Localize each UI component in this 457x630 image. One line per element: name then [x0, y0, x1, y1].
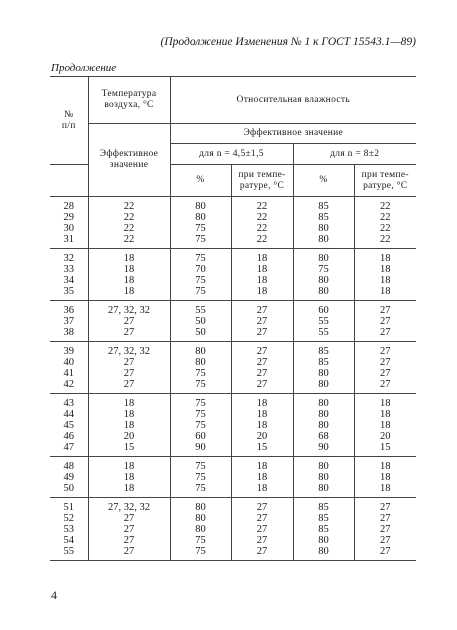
table-cell: 22 [231, 197, 293, 213]
col-temperature-header: Температура воздуха, °С [88, 77, 170, 124]
table-cell: 22 [88, 197, 170, 213]
table-cell: 18 [231, 457, 293, 473]
table-cell: 18 [231, 286, 293, 301]
table-cell: 80 [293, 535, 354, 546]
table-cell: 27 [88, 546, 170, 561]
table-cell: 18 [354, 483, 416, 498]
table-cell: 80 [293, 457, 354, 473]
table-cell: 53 [63, 524, 74, 535]
table-cell: 18 [88, 457, 170, 473]
table-cell: 18 [88, 275, 170, 286]
table-row [50, 442, 416, 457]
table-cell: 36 [63, 305, 74, 316]
table-row [50, 264, 416, 275]
table-row [50, 524, 416, 535]
table-cell: 46 [63, 431, 74, 442]
table-cell: 75 [170, 420, 231, 431]
table-cell: 75 [170, 286, 231, 301]
table-row [50, 316, 416, 327]
table-cell: 75 [170, 457, 231, 473]
table-row [50, 472, 416, 483]
table-cell: 22 [231, 234, 293, 249]
table-cell: 80 [170, 212, 231, 223]
table-cell: 18 [88, 409, 170, 420]
table-cell: 30 [63, 223, 74, 234]
table-cell: 28 [63, 201, 74, 212]
table-cell: 85 [293, 524, 354, 535]
table-cell: 75 [170, 249, 231, 265]
table-row [50, 394, 416, 410]
table-cell: 75 [293, 264, 354, 275]
table-row [50, 301, 416, 317]
table-cell: 48 [63, 461, 74, 472]
table-cell: 90 [293, 442, 354, 457]
table-cell: 80 [170, 524, 231, 535]
table-cell: 55 [50, 546, 88, 561]
table-cell: 27 [354, 301, 416, 317]
table-cell: 27 [231, 535, 293, 546]
table-cell: 80 [293, 420, 354, 431]
table-cell: 27 [354, 316, 416, 327]
table-row [50, 368, 416, 379]
table-cell: 42 [50, 379, 88, 394]
table-cell: 18 [88, 264, 170, 275]
table-cell: 22 [88, 223, 170, 234]
table-cell: 27 [231, 301, 293, 317]
table-cell: 27 [231, 327, 293, 342]
table-cell: 80 [293, 472, 354, 483]
table-cell: 54 [63, 535, 74, 546]
table-cell: 22 [88, 212, 170, 223]
table-cell: 85 [293, 212, 354, 223]
table-cell: 80 [293, 223, 354, 234]
table-cell: 45 [63, 420, 74, 431]
table-cell: 80 [293, 379, 354, 394]
table-cell: 80 [170, 197, 231, 213]
table-cell: 18 [231, 409, 293, 420]
table-cell: 80 [293, 275, 354, 286]
table-cell: 52 [63, 513, 74, 524]
table-cell: 27 [354, 513, 416, 524]
table-cell: 27 [231, 316, 293, 327]
table-cell: 18 [231, 264, 293, 275]
table-cell: 18 [88, 249, 170, 265]
table-cell: 18 [88, 483, 170, 498]
table-cell: 18 [231, 420, 293, 431]
col-pct1-header: % [170, 165, 231, 197]
table-cell: 75 [170, 409, 231, 420]
table-cell: 80 [293, 249, 354, 265]
table-cell: 80 [293, 483, 354, 498]
table-cell: 20 [88, 431, 170, 442]
table-row [50, 431, 416, 442]
table-cell: 47 [50, 442, 88, 457]
table-cell: 27 [354, 546, 416, 561]
table-cell: 27, 32, 32 [88, 498, 170, 514]
table-cell: 39 [63, 346, 74, 357]
table-cell: 34 [63, 275, 74, 286]
table-cell: 27 [231, 498, 293, 514]
table-cell: 27 [354, 327, 416, 342]
table-row [50, 420, 416, 431]
table-cell: 27 [231, 524, 293, 535]
table-cell: 27 [231, 379, 293, 394]
table-cell: 27, 32, 32 [88, 301, 170, 317]
table-row [50, 234, 416, 249]
col-n2-header: для n = 8±2 [293, 144, 416, 165]
table-row [50, 286, 416, 301]
table-cell: 80 [293, 368, 354, 379]
table-cell: 80 [293, 394, 354, 410]
continuation-label: Продолжение [51, 62, 117, 74]
table-cell: 90 [170, 442, 231, 457]
table-row [50, 357, 416, 368]
table-cell: 80 [170, 513, 231, 524]
table-cell: 18 [88, 420, 170, 431]
table-cell: 60 [293, 301, 354, 317]
table-cell: 27 [354, 357, 416, 368]
table-cell: 27 [88, 513, 170, 524]
table-cell: 75 [170, 368, 231, 379]
table-cell: 22 [231, 212, 293, 223]
table-row [50, 546, 416, 561]
table-cell: 43 [63, 398, 74, 409]
table-cell: 55 [293, 327, 354, 342]
table-cell: 18 [354, 472, 416, 483]
table-cell: 85 [293, 498, 354, 514]
table-cell: 20 [231, 431, 293, 442]
table-cell: 18 [231, 249, 293, 265]
table-row [50, 498, 416, 514]
table-cell: 18 [231, 483, 293, 498]
table-cell: 15 [88, 442, 170, 457]
table-cell: 50 [170, 316, 231, 327]
table-cell: 18 [88, 286, 170, 301]
document-header: (Продолжение Изменения № 1 к ГОСТ 15543.1—89) [160, 36, 416, 48]
table-cell: 18 [88, 472, 170, 483]
table-cell: 27 [231, 546, 293, 561]
table-cell: 27 [88, 524, 170, 535]
table-cell: 75 [170, 472, 231, 483]
table-cell: 80 [170, 357, 231, 368]
table-cell: 22 [354, 234, 416, 249]
table-cell: 27, 32, 32 [88, 342, 170, 358]
table-cell: 27 [231, 342, 293, 358]
table-cell: 80 [170, 498, 231, 514]
table-cell: 37 [63, 316, 74, 327]
table-cell: 18 [354, 409, 416, 420]
table-cell: 27 [231, 368, 293, 379]
table-cell: 22 [88, 234, 170, 249]
table-cell: 27 [231, 357, 293, 368]
table-row [50, 409, 416, 420]
col-effective-humidity-header: Эффективное значение [170, 124, 416, 144]
table-cell: 18 [354, 457, 416, 473]
table-cell: 80 [170, 342, 231, 358]
table-row [50, 342, 416, 358]
table-cell: 35 [50, 286, 88, 301]
table-cell: 55 [293, 316, 354, 327]
table-header [50, 77, 416, 197]
table-cell: 85 [293, 513, 354, 524]
table-row [50, 249, 416, 265]
table-row [50, 513, 416, 524]
col-effective-value-header: Эффективное значение [88, 124, 170, 197]
table-cell: 27 [88, 379, 170, 394]
table-cell: 18 [88, 394, 170, 410]
table-cell: 50 [170, 327, 231, 342]
table-body [50, 197, 416, 561]
table-cell: 41 [63, 368, 74, 379]
table-cell: 18 [354, 249, 416, 265]
table-cell: 22 [354, 212, 416, 223]
table-row [50, 212, 416, 223]
table-cell: 22 [231, 223, 293, 234]
table-cell: 85 [293, 342, 354, 358]
table-cell: 18 [354, 394, 416, 410]
table-cell: 49 [63, 472, 74, 483]
table-cell: 85 [293, 357, 354, 368]
table-cell: 27 [88, 316, 170, 327]
table-cell: 27 [354, 342, 416, 358]
table-cell: 27 [354, 535, 416, 546]
col-attemp1-header: при темпе- ратуре, °С [231, 165, 293, 197]
table-cell: 85 [293, 197, 354, 213]
col-attemp2-header: при темпе- ратуре, °С [354, 165, 416, 197]
table-cell: 27 [354, 379, 416, 394]
table-cell: 75 [170, 379, 231, 394]
table-cell: 80 [293, 546, 354, 561]
table-cell: 27 [354, 498, 416, 514]
table-cell: 80 [293, 409, 354, 420]
table-cell: 18 [354, 286, 416, 301]
table-cell: 22 [354, 197, 416, 213]
table-row [50, 275, 416, 286]
table-cell: 32 [63, 253, 74, 264]
table-cell: 75 [170, 223, 231, 234]
table-cell: 33 [63, 264, 74, 275]
col-n1-header: для n = 4,5±1,5 [170, 144, 293, 165]
table-cell: 18 [354, 275, 416, 286]
table-cell: 70 [170, 264, 231, 275]
table-cell: 27 [354, 368, 416, 379]
table-cell: 18 [354, 264, 416, 275]
table-cell: 31 [50, 234, 88, 249]
page-number: 4 [51, 588, 57, 602]
table-cell: 22 [354, 223, 416, 234]
table-cell: 18 [231, 275, 293, 286]
table-row [50, 327, 416, 342]
table-cell: 75 [170, 234, 231, 249]
table-cell: 75 [170, 275, 231, 286]
table-row [50, 197, 416, 213]
table-cell: 80 [293, 234, 354, 249]
table-cell: 60 [170, 431, 231, 442]
table-cell: 75 [170, 483, 231, 498]
table-cell: 68 [293, 431, 354, 442]
table-cell: 15 [231, 442, 293, 457]
table-cell: 80 [293, 286, 354, 301]
table-cell: 27 [88, 535, 170, 546]
table-cell: 29 [63, 212, 74, 223]
table-cell: 44 [63, 409, 74, 420]
table-cell: 27 [88, 357, 170, 368]
table-cell: 55 [170, 301, 231, 317]
table-cell: 27 [88, 368, 170, 379]
table-row [50, 483, 416, 498]
table-cell: 75 [170, 394, 231, 410]
table-cell: 50 [50, 483, 88, 498]
table-cell: 27 [354, 524, 416, 535]
table-row [50, 535, 416, 546]
col-humidity-header: Относительная влажность [170, 77, 416, 124]
col-pct2-header: % [293, 165, 354, 197]
table-cell: 15 [354, 442, 416, 457]
table-cell: 51 [63, 502, 74, 513]
table-row [50, 457, 416, 473]
table-cell: 38 [50, 327, 88, 342]
table-cell: 27 [231, 513, 293, 524]
table-cell: 40 [63, 357, 74, 368]
table-cell: 18 [231, 394, 293, 410]
table-cell: 75 [170, 535, 231, 546]
table-cell: 18 [231, 472, 293, 483]
table-cell: 18 [354, 420, 416, 431]
humidity-table [50, 76, 416, 561]
table-row [50, 223, 416, 234]
table-cell: 20 [354, 431, 416, 442]
col-number-header: № п/п [50, 77, 88, 165]
table-cell: 75 [170, 546, 231, 561]
table-row [50, 379, 416, 394]
table-cell: 27 [88, 327, 170, 342]
